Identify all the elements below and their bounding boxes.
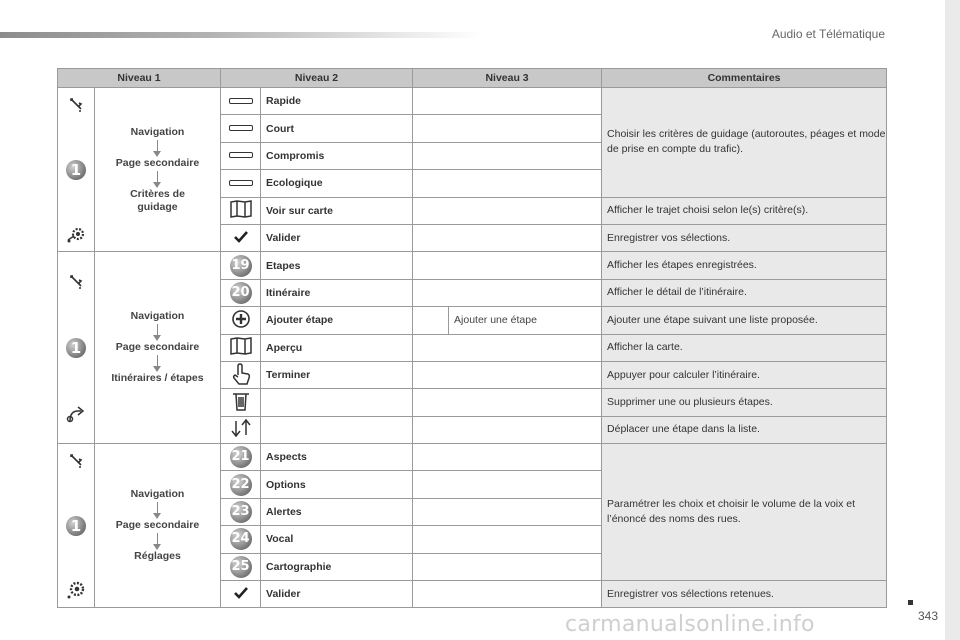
level2-icon-cell <box>221 526 261 553</box>
level2-label: Court <box>261 115 413 142</box>
step-number-badge: 19 <box>230 255 252 277</box>
level2-label: Aperçu <box>261 334 413 361</box>
comment-cell: Afficher le trajet choisi selon le(s) critère(s). <box>602 197 887 224</box>
nav-step-secondary-page: Page secondaire <box>115 519 200 532</box>
level3-cell <box>413 553 602 580</box>
minus-bar-icon <box>229 125 253 131</box>
route-icon <box>66 403 86 423</box>
level3-cell <box>413 252 602 279</box>
comment-cell: Choisir les critères de guidage (autoroutes, péages et mode de prise en compte du trafic). <box>602 88 887 198</box>
minus-bar-icon <box>229 98 253 104</box>
right-margin-band <box>945 0 960 640</box>
header-level2: Niveau 2 <box>221 69 413 88</box>
step-number-badge: 21 <box>230 446 252 468</box>
level3-cell <box>413 115 602 142</box>
comment-cell: Supprimer une ou plusieurs étapes. <box>602 389 887 416</box>
level1-icons-cell <box>58 88 95 252</box>
level3-cell <box>413 279 602 306</box>
level3-cell <box>413 197 602 224</box>
level2-label: Cartographie <box>261 553 413 580</box>
comment-cell: Déplacer une étape dans la liste. <box>602 416 887 443</box>
level2-label-empty <box>261 416 413 443</box>
level2-label: Ajouter étape <box>261 307 413 334</box>
minus-bar-icon <box>229 180 253 186</box>
level3-icon-cell <box>413 307 449 334</box>
level2-label: Ecologique <box>261 170 413 197</box>
level1-nav-cell <box>95 444 221 608</box>
level3-cell <box>413 334 602 361</box>
step-number-badge: 23 <box>230 501 252 523</box>
level2-icon-cell <box>221 115 261 142</box>
level2-label: Valider <box>261 224 413 251</box>
level2-icon-cell <box>221 307 261 334</box>
level2-label: Compromis <box>261 142 413 169</box>
level2-label: Voir sur carte <box>261 197 413 224</box>
level3-cell <box>413 361 602 388</box>
level3-cell <box>413 170 602 197</box>
reorder-icon <box>229 418 253 438</box>
level2-icon-cell <box>221 142 261 169</box>
down-arrow-icon <box>157 324 158 336</box>
down-arrow-icon <box>157 355 158 367</box>
table-row <box>58 252 887 279</box>
page-marker <box>908 600 913 605</box>
navigation-icon <box>66 273 86 293</box>
level2-icon-cell <box>221 170 261 197</box>
level2-icon-cell <box>221 279 261 306</box>
level3-cell <box>413 389 602 416</box>
comment-cell: Afficher la carte. <box>602 334 887 361</box>
settings-gear-icon <box>66 224 86 244</box>
level2-label: Rapide <box>261 88 413 115</box>
header-level3: Niveau 3 <box>413 69 602 88</box>
level2-icon-cell <box>221 361 261 388</box>
level3-cell <box>413 224 602 251</box>
level2-label: Etapes <box>261 252 413 279</box>
nav-step-routes: Itinéraires / étapes <box>111 372 204 385</box>
navigation-icon <box>66 452 86 472</box>
header-level1: Niveau 1 <box>58 69 221 88</box>
level2-icon-cell <box>221 252 261 279</box>
level2-icon-cell <box>221 416 261 443</box>
level1-icons-cell <box>58 444 95 608</box>
plus-circle-icon <box>231 309 251 329</box>
minus-bar-icon <box>229 152 253 158</box>
step-number-badge: 20 <box>230 282 252 304</box>
level3-label: Ajouter une étape <box>449 307 602 334</box>
level2-icon-cell <box>221 224 261 251</box>
settings-gear-icon <box>66 580 86 600</box>
level2-label: Alertes <box>261 498 413 525</box>
comment-cell: Enregistrer vos sélections. <box>602 224 887 251</box>
comment-cell: Appuyer pour calculer l’itinéraire. <box>602 361 887 388</box>
step-number-badge: 25 <box>230 556 252 578</box>
table-row <box>58 444 887 471</box>
map-icon <box>230 200 252 218</box>
level2-icon-cell <box>221 389 261 416</box>
check-icon <box>234 587 248 599</box>
comment-cell: Afficher les étapes enregistrées. <box>602 252 887 279</box>
level1-badge: 1 <box>66 338 86 358</box>
map-icon <box>230 337 252 355</box>
nav-step-secondary-page: Page secondaire <box>115 341 200 354</box>
down-arrow-icon <box>157 502 158 514</box>
table-row <box>58 88 887 115</box>
nav-step-navigation: Navigation <box>130 125 185 138</box>
level2-label: Options <box>261 471 413 498</box>
table-header-row <box>58 69 887 88</box>
check-icon <box>234 231 248 243</box>
level3-cell <box>413 581 602 608</box>
down-arrow-icon <box>157 171 158 183</box>
level2-label-empty <box>261 389 413 416</box>
top-gradient-bar <box>0 32 480 38</box>
level2-icon-cell <box>221 88 261 115</box>
level2-label: Terminer <box>261 361 413 388</box>
comment-cell: Ajouter une étape suivant une liste proposée. <box>602 307 887 334</box>
level2-icon-cell <box>221 197 261 224</box>
step-number-badge: 22 <box>230 474 252 496</box>
level3-cell <box>413 444 602 471</box>
level3-cell <box>413 88 602 115</box>
page-header-title: Audio et Télématique <box>771 27 885 41</box>
level1-icons-cell <box>58 252 95 444</box>
nav-step-navigation: Navigation <box>130 488 185 501</box>
level2-icon-cell <box>221 581 261 608</box>
level2-label: Aspects <box>261 444 413 471</box>
comment-cell: Enregistrer vos sélections retenues. <box>602 581 887 608</box>
level2-icon-cell <box>221 471 261 498</box>
level2-icon-cell <box>221 553 261 580</box>
nav-step-secondary-page: Page secondaire <box>115 156 200 169</box>
level1-nav-cell <box>95 88 221 252</box>
down-arrow-icon <box>157 140 158 152</box>
level2-label: Vocal <box>261 526 413 553</box>
menu-table <box>57 68 887 608</box>
level1-nav-cell <box>95 252 221 444</box>
navigation-icon <box>66 96 86 116</box>
level1-badge: 1 <box>66 160 86 180</box>
level2-icon-cell <box>221 498 261 525</box>
trash-icon <box>232 391 250 411</box>
level1-badge: 1 <box>66 516 86 536</box>
level3-cell <box>413 416 602 443</box>
comment-cell: Paramétrer les choix et choisir le volume de la voix et l’énoncé des noms des rues. <box>602 444 887 581</box>
watermark: carmanualsonline.info <box>565 612 815 637</box>
header-comments: Commentaires <box>602 69 887 88</box>
level2-label: Valider <box>261 581 413 608</box>
step-number-badge: 24 <box>230 528 252 550</box>
hand-icon <box>231 363 251 385</box>
level2-icon-cell <box>221 444 261 471</box>
level3-cell <box>413 471 602 498</box>
level3-cell <box>413 526 602 553</box>
level2-icon-cell <box>221 334 261 361</box>
nav-step-criteria: Critères de guidage <box>130 187 185 213</box>
comment-cell: Afficher le détail de l’itinéraire. <box>602 279 887 306</box>
down-arrow-icon <box>157 533 158 545</box>
level3-cell <box>413 142 602 169</box>
level2-label: Itinéraire <box>261 279 413 306</box>
level3-cell <box>413 498 602 525</box>
page-number: 343 <box>917 609 938 623</box>
nav-step-navigation: Navigation <box>130 310 185 323</box>
nav-step-settings: Réglages <box>134 550 181 563</box>
